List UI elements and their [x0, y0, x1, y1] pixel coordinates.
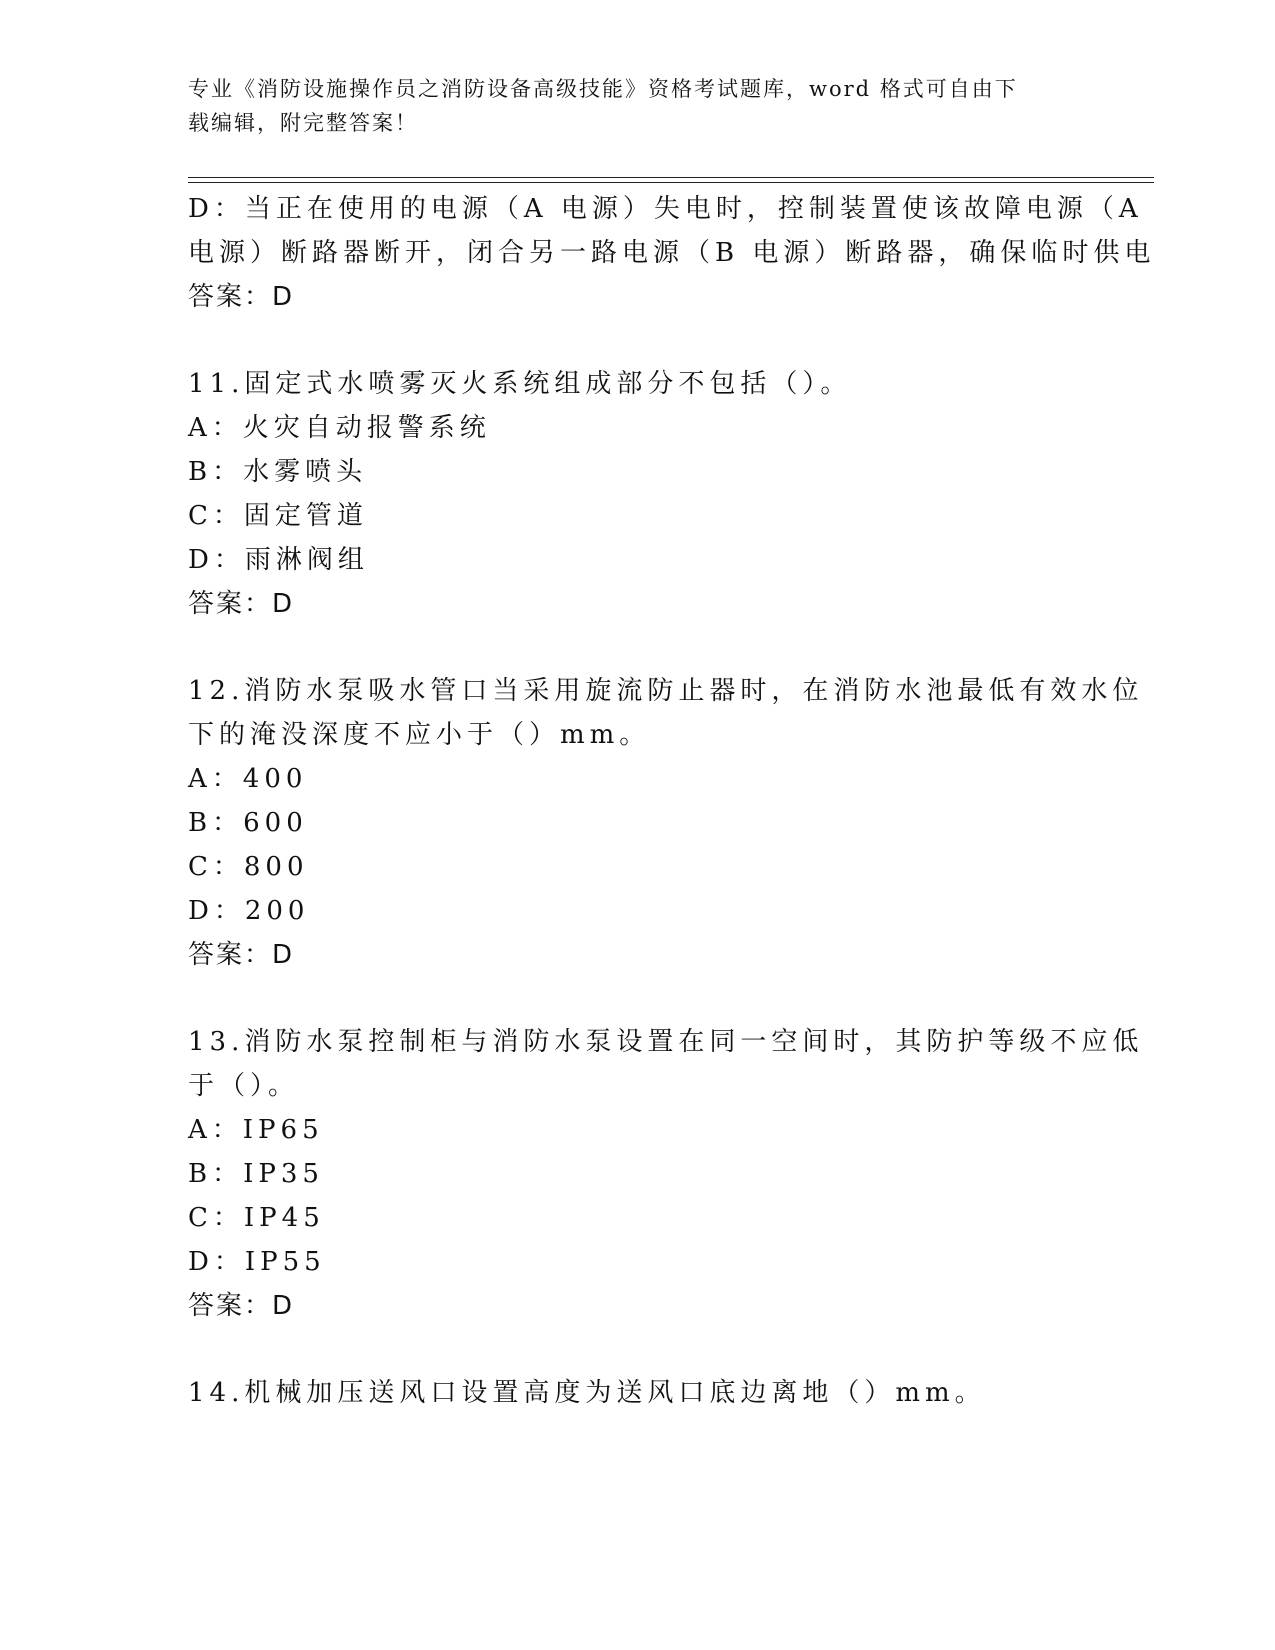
q13-option-d: D：IP55 — [188, 1247, 326, 1277]
q12-question-line-2: 下的淹没深度不应小于（）mm。 — [188, 720, 651, 750]
q13-option-c: C：IP45 — [188, 1203, 325, 1233]
q14-question: 14.机械加压送风口设置高度为送风口底边离地（）mm。 — [188, 1378, 986, 1408]
q11-option-d: D：雨淋阀组 — [188, 545, 369, 575]
q11-option-b: B：水雾喷头 — [188, 457, 368, 487]
q13-question-line-2: 于（）。 — [188, 1071, 300, 1101]
q11-option-c: C：固定管道 — [188, 501, 368, 531]
q12-option-d: D：200 — [188, 896, 310, 926]
q12-question-line-1: 12.消防水泵吸水管口当采用旋流防止器时，在消防水池最低有效水位 — [188, 676, 1144, 706]
header-divider-top — [188, 177, 1154, 178]
q12-option-c: C：800 — [188, 852, 309, 882]
q11-option-a: A：火灾自动报警系统 — [188, 413, 491, 443]
q10-option-d-line-2: 电源）断路器断开，闭合另一路电源（B 电源）断路器，确保临时供电 — [188, 238, 1156, 268]
q12-option-a: A：400 — [188, 764, 308, 794]
document-header — [188, 72, 1068, 140]
q13-question-line-1: 13.消防水泵控制柜与消防水泵设置在同一空间时，其防护等级不应低 — [188, 1027, 1144, 1057]
q13-option-b: B：IP35 — [188, 1159, 324, 1189]
q10-option-d-line-1: D：当正在使用的电源（A 电源）失电时，控制装置使该故障电源（A — [188, 194, 1143, 224]
q12-option-b: B：600 — [188, 808, 308, 838]
q13-option-a: A：IP65 — [188, 1115, 324, 1145]
header-line-1: 专业《消防设施操作员之消防设备高级技能》资格考试题库，word 格式可自由下 — [188, 77, 1018, 101]
q10-answer: 答案：D — [188, 282, 295, 312]
q11-question: 11.固定式水喷雾灭火系统组成部分不包括（）。 — [188, 369, 852, 399]
header-line-2: 载编辑，附完整答案！ — [188, 111, 418, 135]
q11-answer: 答案：D — [188, 589, 295, 619]
header-divider-bottom — [188, 182, 1154, 183]
q13-answer: 答案：D — [188, 1291, 295, 1321]
q12-answer: 答案：D — [188, 940, 295, 970]
